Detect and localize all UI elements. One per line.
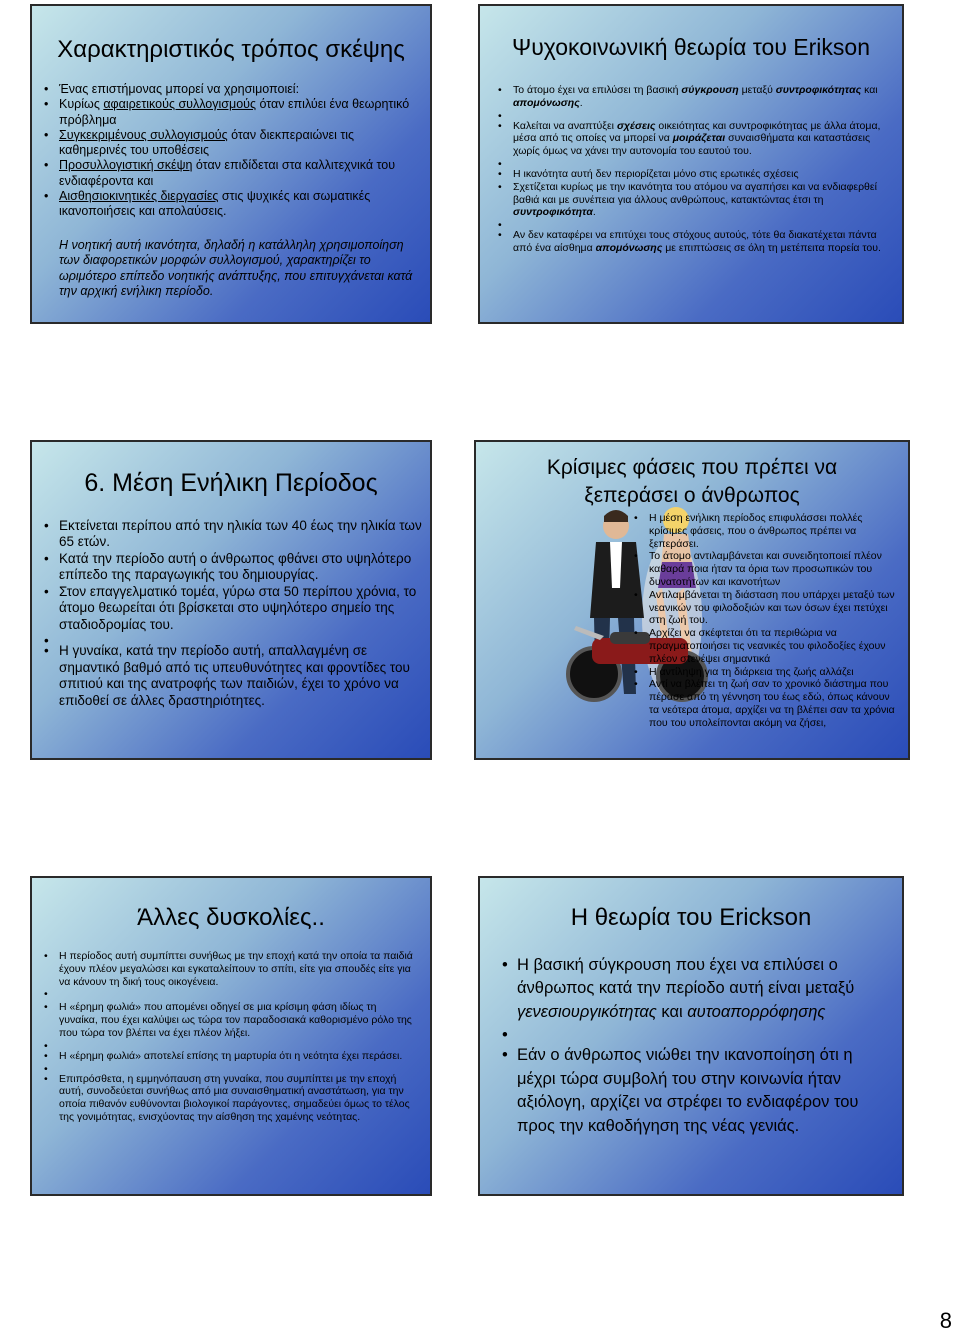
list-item: • Η μέση ενήλικη περίοδος επιφυλάσσει πολλές κρίσιμες φάσεις, που ο άνθρωπος πρέπει να ξεπεράσει. xyxy=(634,512,896,550)
slide-title: 6. Μέση Ενήλικη Περίοδος xyxy=(84,469,378,497)
list-item: • Ένας επιστήμονας μπορεί να χρησιμοποιεί: xyxy=(44,82,424,97)
page-number: 8 xyxy=(939,1308,952,1333)
spacer xyxy=(44,1063,414,1073)
slide-erickson-theory xyxy=(478,876,904,1196)
list-item: • Εκτείνεται περίπου από την ηλικία των 40 έως την ηλικία των 65 ετών. xyxy=(44,518,424,551)
spacer xyxy=(502,1024,882,1044)
list-item: • Επιπρόσθετα, η εμμηνόπαυση στη γυναίκα, που συμπίπτει με την εποχή αυτή, συνοδεύεται συνήθως από μια συναισθηματική αναστάτωση, για την οποία πιθανόν ευθύνονται βιολογικοί παράγοντες, σημαδεύει όμως το τέλος της γονιμότητας, ενισχύοντας την αίσθηση της χαμένης νεότητας. xyxy=(44,1073,414,1124)
list-item xyxy=(44,988,414,1001)
list-item: • Κυρίως αφαιρετικούς συλλογισμούς όταν επιλύει ένα θεωρητικό πρόβλημα xyxy=(44,97,424,128)
italic-paragraph: Η νοητική αυτή ικανότητα, δηλαδή η κατάλληλη χρησιμοποίηση των διαφορετικών μορφών συλλογισμού, χαρακτηρίζει το ωριμότερο επίπεδο νοητικής ανάπτυξης, που επιτυγχάνεται κατά την αρχική ενήλικη περίοδο. xyxy=(59,238,413,298)
list-item: • Καλείται να αναπτύξει σχέσεις οικειότητας και συντροφικότητας με άλλα άτομα, μέσα από τις οποίες να μπορεί να μοιράζεται συναισθήματα και καταστάσεις χωρίς όμως να χάνει την αυτονομία του εαυτού του. xyxy=(498,120,890,158)
list-item: • Κατά την περίοδο αυτή ο άνθρωπος φθάνει στο υψηλότερο επίπεδο της παραγωγικής του δημιουργίας. xyxy=(44,551,424,584)
spacer xyxy=(44,633,424,643)
list-item: • Αντιλαμβάνεται τη διάσταση που υπάρχει μεταξύ των νεανικών του φιλοδοξιών και των όσων έχει πετύχει στη ζωή του. xyxy=(634,589,896,627)
list-item: • Η ικανότητα αυτή δεν περιορίζεται μόνο στις ερωτικές σχέσεις xyxy=(498,168,890,181)
list-item: • Το άτομο αντιλαμβάνεται και συνειδητοποιεί πλέον καθαρά ποια ήταν τα όρια των προσωπικών του δυνατοτήτων και ικανοτήτων xyxy=(634,550,896,588)
slide-other-difficulties xyxy=(30,876,432,1196)
list-item: • Αν δεν καταφέρει να επιτύχει τους στόχους αυτούς, τότε θα διακατέχεται πάντα από ένα αίσθημα απομόνωσης με επιπτώσεις σε όλη τη μετέπειτα πορεία του. xyxy=(498,229,890,255)
list-item: • Η περίοδος αυτή συμπίπτει συνήθως με την εποχή κατά την οποία τα παιδιά έχουν πλέον μεγαλώσει και εγκαταλείπουν το σπίτι, είτε για σπουδές είτε για να κάνουν τη δική τους οικογένεια. xyxy=(44,950,414,988)
bullet-list xyxy=(44,518,424,709)
list-item: • Σχετίζεται κυρίως με την ικανότητα του ατόμου να αγαπήσει και να ενδιαφερθεί βαθιά και με συνέπεια για άλλους ανθρώπους, κατακτώντας έτσι τη συντροφικότητα. xyxy=(498,181,890,219)
list-item: • Εάν ο άνθρωπος νιώθει την ικανοποίηση ότι η μέχρι τώρα συμβολή του στην κοινωνία ήταν αξιόλογη, αρχίζει να στρέφει το ενδιαφέρον του προς την καθοδήγηση της νέας γενιάς. xyxy=(502,1044,882,1138)
list-item: • Η «έρημη φωλιά» που απομένει οδηγεί σε μια κρίσιμη φάση ιδίως τη γυναίκα, που έχει καλύψει ως τώρα τον παραδοσιακά καθορισμένο ρόλο της που τώρα τον βλέπει να έχει πλέον λήξει. xyxy=(44,1001,414,1039)
slide-title: Η θεωρία του Erickson xyxy=(570,904,812,931)
list-item: • Η «έρημη φωλιά» αποτελεί επίσης τη μαρτυρία ότι η νεότητα έχει περάσει. xyxy=(44,1050,414,1063)
bullet-list xyxy=(502,954,882,1138)
list-item: • Αισθησιοκινητικές διεργασίες στις ψυχικές και σωματικές ικανοποιήσεις και απολαύσεις. xyxy=(44,189,424,220)
list-item: • Στον επαγγελματικό τομέα, γύρω στα 50 περίπου χρόνια, το άτομο θεωρείται ότι βρίσκεται στο υψηλότερο σημείο της σταδιοδρομίας του. xyxy=(44,584,424,633)
list-item: • Το άτομο έχει να επιλύσει τη βασική σύγκρουση μεταξύ συντροφικότητας και απομόνωσης. xyxy=(498,84,890,110)
slide-title: Κρίσιμες φάσεις που πρέπει να ξεπεράσει ο άνθρωπος xyxy=(546,456,838,508)
slide-erikson-theory xyxy=(478,4,904,324)
list-item: • Συγκεκριμένους συλλογισμούς όταν διεκπεραιώνει τις καθημερινές του υποθέσεις xyxy=(44,128,424,159)
list-item: • Η γυναίκα, κατά την περίοδο αυτή, απαλλαγμένη σε σημαντικό βαθμό από τις υπευθυνότητες και φροντίδες του σπιτιού και της ανατροφής των παιδιών, έχει το χρόνο να επιδοθεί σε άλλες δραστηριότητες. xyxy=(44,643,424,709)
slide-critical-phases xyxy=(474,440,910,760)
list-item: • Η βασική σύγκρουση που έχει να επιλύσει ο άνθρωπος κατά την περίοδο αυτή είναι μεταξύ γενεσιουργικότητας και αυτοαπορρόφησης xyxy=(502,954,882,1024)
slide-thinking-style xyxy=(30,4,432,324)
spacer xyxy=(498,158,890,168)
slide-middle-adulthood xyxy=(30,440,432,760)
list-item: • Αρχίζει να σκέφτεται ότι τα περιθώρια να πραγματοποιήσει τις νεανικές του φιλοδοξίες έχουν πλέον στενέψει σημαντικά xyxy=(634,627,896,665)
bullet-list xyxy=(44,950,414,1124)
slide-title: Ψυχοκοινωνική θεωρία του Erikson xyxy=(511,34,870,60)
slide-title: Χαρακτηριστικός τρόπος σκέψης xyxy=(57,36,405,63)
bullet-list xyxy=(498,84,890,255)
list-item: • Προσυλλογιστική σκέψη όταν επιδίδεται στα καλλιτεχνικά του ενδιαφέροντα και xyxy=(44,158,424,189)
bullet-list xyxy=(44,82,424,219)
list-item: • Αντί να βλέπει τη ζωή σαν το χρονικό διάστημα που πέρασε από τη γέννηση του έως εδώ, όπως κάνουν τα νεότερα άτομα, αρχίζει να τη βλέπει σαν τα χρόνια που του υπολείπονται ακόμη να ζήσει, xyxy=(634,678,896,729)
spacer xyxy=(498,219,890,229)
spacer xyxy=(498,110,890,120)
bullet-list xyxy=(634,512,896,730)
spacer xyxy=(44,1040,414,1050)
list-item: • Η αντίληψη για τη διάρκεια της ζωής αλλάζει xyxy=(634,666,896,679)
slide-title: Άλλες δυσκολίες.. xyxy=(137,904,325,931)
